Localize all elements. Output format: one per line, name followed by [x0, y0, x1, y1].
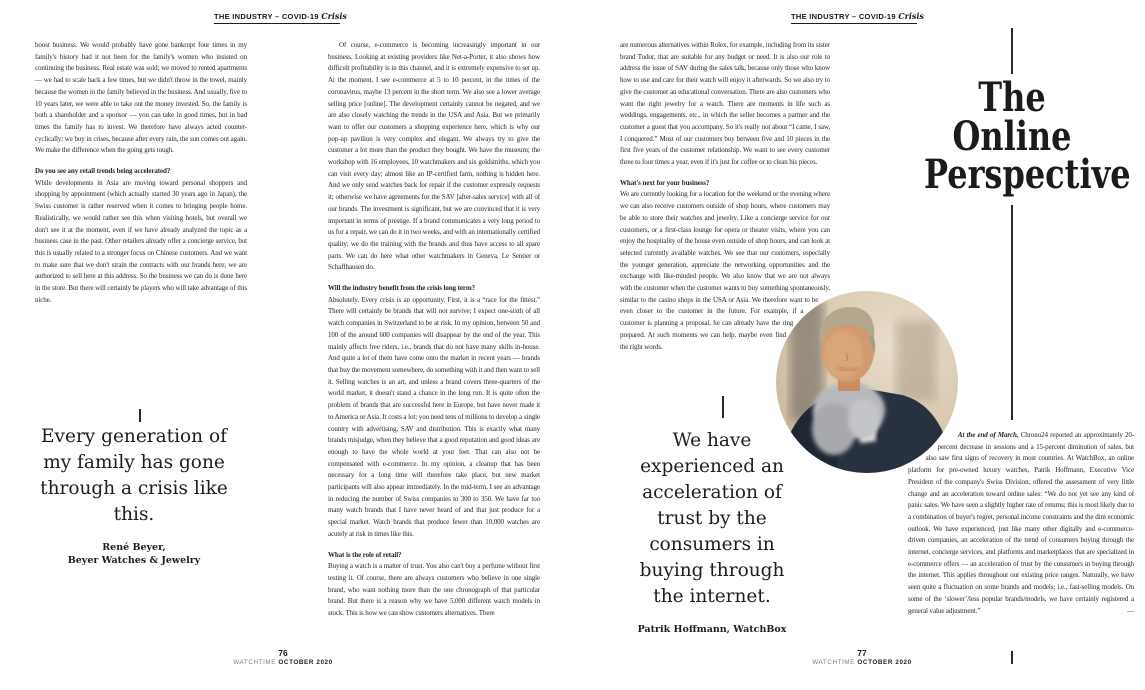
article-paragraph: We are currently looking for a location for the weekend or the evening where we can also receive customers outside of shop hours, where customers may be able to store their watches and jewelry. Like a concierge service for our customers, or a first-class lounge for opera or theater visits, where you can enjoy the hospitality of the house even outside of shop hours, and can look at selected currently available watches. We see that our customers, especially the younger generation, appreciate the networking opportunities and the exchange with like-minded people. We also know that we are not always with the customer when the customer wants to buy something spontaneously, similar to the casino shops in the USA or Asia. We therefore want to be even closer to the customer in the future. For example, if a customer is planning a proposal, he can already have the ring prepared. At such moments we can help, maybe even find the right words.	[620, 190, 830, 351]
left-page-column-1	[35, 40, 247, 312]
pullquote-attribution	[36, 541, 232, 567]
pullquote-left	[36, 424, 232, 567]
title-line: Perspective	[924, 151, 1131, 198]
pullquote-text: Every generation of my family has gone through a crisis like this.	[40, 426, 228, 525]
attribution-name: René Beyer,	[102, 542, 166, 553]
issue-date: OCTOBER 2020	[278, 659, 333, 666]
article-paragraph: boost business. We would probably have gone bankrupt four times in my family's history had it not been for the family's women who insisted on continuing the business. Real estate was sold; we moved to rented apartments — we had to scale back a few times, but we didn't throw in the towel, mainly because the women in the family believed in the business. And usually, five to 10 years later, we were able to take out the money invested. So, the family is both a shareholder and a sponsor — you can take in good times, but in bad times the family has to invest. We therefore have always acted counter-cyclically; we buy in crises, because after every rain, the sun comes out again. We make the difference when the going gets tough.	[35, 41, 247, 155]
kicker-sub: Crisis	[898, 11, 924, 21]
article-end-tick	[1011, 651, 1013, 664]
section-kicker-right	[791, 11, 924, 24]
footer-credit	[203, 659, 363, 666]
title-line: The	[978, 74, 1046, 121]
sidebar-body-text: Chrono24 reported an approximately 20-percent decrease in sessions and a 15-percent diminution of sales, but also saw first signs of recovery in most countries. At WatchBox, an online platform for pre-owned luxury watches, Patrik Hoffmann, Executive Vice President of the company's Swiss Division, offered the assessment of very little change and an acceleration toward online sales: “We do not yet see any kind of panic sales. We have seen a slightly higher rate of returns; this is most likely due to a combination of buyer's regret, personal income constraints and the dim economic outlook. We have experienced, just like many other digitally and e-commerce-driven companies, an acceleration of the trend of consumers buying through the internet, concierge services, and platforms and marketplaces that are specialized in e-commerce offers — an acceleration of trust by the consumers in buying through the internet. This applies throughout our existing price ranges. Naturally, we have seen quite a fluctuation on some brands and models; i.e., fast-selling models. On some of the ‘slower’/less popular brands/models, we have certainly registered a general value adjustment.”	[908, 431, 1134, 615]
interview-question: What's next for your business?	[620, 178, 710, 187]
kicker-main: THE INDUSTRY – COVID-19	[791, 12, 896, 21]
title-rule-top	[1011, 28, 1013, 74]
sidebar-text-column	[908, 430, 1134, 654]
footer-credit	[782, 659, 942, 666]
kicker-sub: Crisis	[321, 11, 347, 21]
sidebar-lead-in: At the end of March,	[957, 431, 1019, 439]
pullquote-attribution: Patrik Hoffmann, WatchBox	[637, 624, 787, 635]
article-paragraph: Absolutely. Every crisis is an opportunity. First, it is a “race for the fittest.” There will certainly be brands that will not survive; I expect one-sixth of all watch companies in Switzerland to be at risk. In my opinion, between 50 and 100 of the around 600 companies will disappear by the end of the year. This mainly affects free riders, i.e., brands that do not have many skills in-house. And quite a lot of them have come onto the market in recent years — brands that buy the movement somewhere, do something with it and then want to sell it. Selling watches is an art, and unless a brand covers three-quarters of the world market, it doesn't stand a chance in the long run. It is quite often the problem of brands that are successful here in Europe, but have never made it to America or Asia. It costs a lot; you need tens of millions to develop a single country with advertising, SAV and distribution. This is exactly what many brands misjudge, when they believe that a good reputation and good ideas are enough to have the whole world at your feet. That can also not be compensated with e-commerce. In my opinion, a cleanup that has been necessary for a long time will therefore take place, but new market participants will also appear immediately. In the mid-term, I see an advantage in reducing the number of Swiss companies to 300 to 350. We have far too many watch brands that I have never heard of and that just produce for a special market. Watch brands that produce fewer than 10,000 watches are acutely at risk in times like this.	[328, 295, 540, 538]
title-rule-bottom	[1011, 205, 1013, 420]
section-kicker-left	[214, 11, 347, 24]
pullquote-tick	[722, 396, 724, 418]
issue-date: OCTOBER 2020	[857, 659, 912, 666]
interview-question: Do you see any retail trends being accelerated?	[35, 167, 171, 176]
page-number: 77	[857, 648, 867, 658]
pullquote-tick	[139, 409, 141, 422]
magazine-name: WATCHTIME	[233, 659, 277, 666]
kicker-main: THE INDUSTRY – COVID-19	[214, 12, 319, 21]
article-paragraph: Buying a watch is a matter of trust. You also can't buy a perfume without first testing it. Of course, there are always customers who believe in one single brand, who want nothing more than the one chronograph of that particular brand. But there is a reason why we have 5,000 different watch models in stock. This is how we can show customers alternatives. There	[328, 562, 540, 618]
attribution-org: Beyer Watches & Jewelry	[67, 555, 201, 566]
article-paragraph: While developments in Asia are moving toward personal shoppers and shopping by appointment (which actually started 30 years ago in Japan), the Swiss customer is rather reserved when it comes to bringing people home. Realistically, we would rather see this when visiting hotels, but overall we don't see it at the moment, even if we have already analyzed the topic as a business case in the past. Other retailers already offer a concierge service, but this is usually related to a stronger focus on Chinese customers. And we want to make sure that we don't strain the contracts with our brands here; we are authorized to sell here at this address. So the business we can do is done here in the store. But there will certainly be players who will take advantage of this niche.	[35, 178, 247, 304]
sidebar-title	[902, 74, 1131, 198]
footer-left	[203, 648, 363, 666]
wrap-spacer	[830, 40, 831, 293]
pullquote-text: We have experienced an acceleration of trust by the consumers in buying through the internet.	[639, 430, 785, 607]
article-paragraph: are numerous alternatives within Rolex, for example, including from its sister brand Tudor, that are suitable for any budget or need. It is also our role to address the issue of SAV during the sales talk, because only those who know how to use and care for their watch will enjoy it afterwards. So we also try to give the customer an educational conversation. There are also customers who want the right jewelry for a watch. There are moments in life such as weddings, engagements, etc., in which the seller becomes a partner and the customer a guest that you accompany. So it's really not about “I came, I saw, I conquered.” Most of our customers buy between five and 10 pieces in the first five years of the customer relationship. We want to see every customer three to four times a year, even if it's just for coffee or to clean his pieces.	[620, 41, 830, 167]
sidebar-paragraph	[908, 430, 1134, 617]
article-paragraph: Of course, e-commerce is becoming increasingly important in our business. Looking at existing providers like Net-a-Porter, it also shows how difficult profitability is in this channel, and it is extremely expensive to set up. At the moment, I see e-commerce at 5 to 10 percent, in the times of the coronavirus, maybe 13 percent in the short term. We also see a lower average selling price [online]. The development certainly cannot be negated, and we are also closely watching the trends in the USA and Asia. But we primarily want to offer our customers a shopping experience here, which is why our pop-up pavilion is very complex and elegant. We always try to give the customer a lot more than the product they bought. We have the museum; the workshop with 16 employees, 10 watchmakers and six goldsmiths, which you can visit every day; almost like an IP-certified farm, nothing is hidden here. And we only send watches back for repair if the customer expressly requests it; otherwise we have agreements for the SAV [after-sales service] with all of our brands. The investment is significant, but we are convinced that it is very important in terms of prestige. If a brand communicates a very long period to us for a repair, we can do it in two weeks, and with an internationally certified quality; we do the training with the brands and thus have access to all spare parts. We can do here what other watchmakers in Geneva, Le Sentier or Schaffhausen do.	[328, 41, 540, 272]
end-of-article-mark: —	[1127, 606, 1134, 615]
footer-right	[782, 648, 942, 666]
pullquote-right	[622, 428, 802, 636]
left-page-column-2	[328, 40, 540, 652]
title-line: Online	[952, 112, 1072, 160]
magazine-name: WATCHTIME	[812, 659, 856, 666]
page-number: 76	[278, 648, 288, 658]
interview-question: What is the role of retail?	[328, 550, 402, 559]
interview-question: Will the industry benefit from the crisis long term?	[328, 284, 475, 293]
